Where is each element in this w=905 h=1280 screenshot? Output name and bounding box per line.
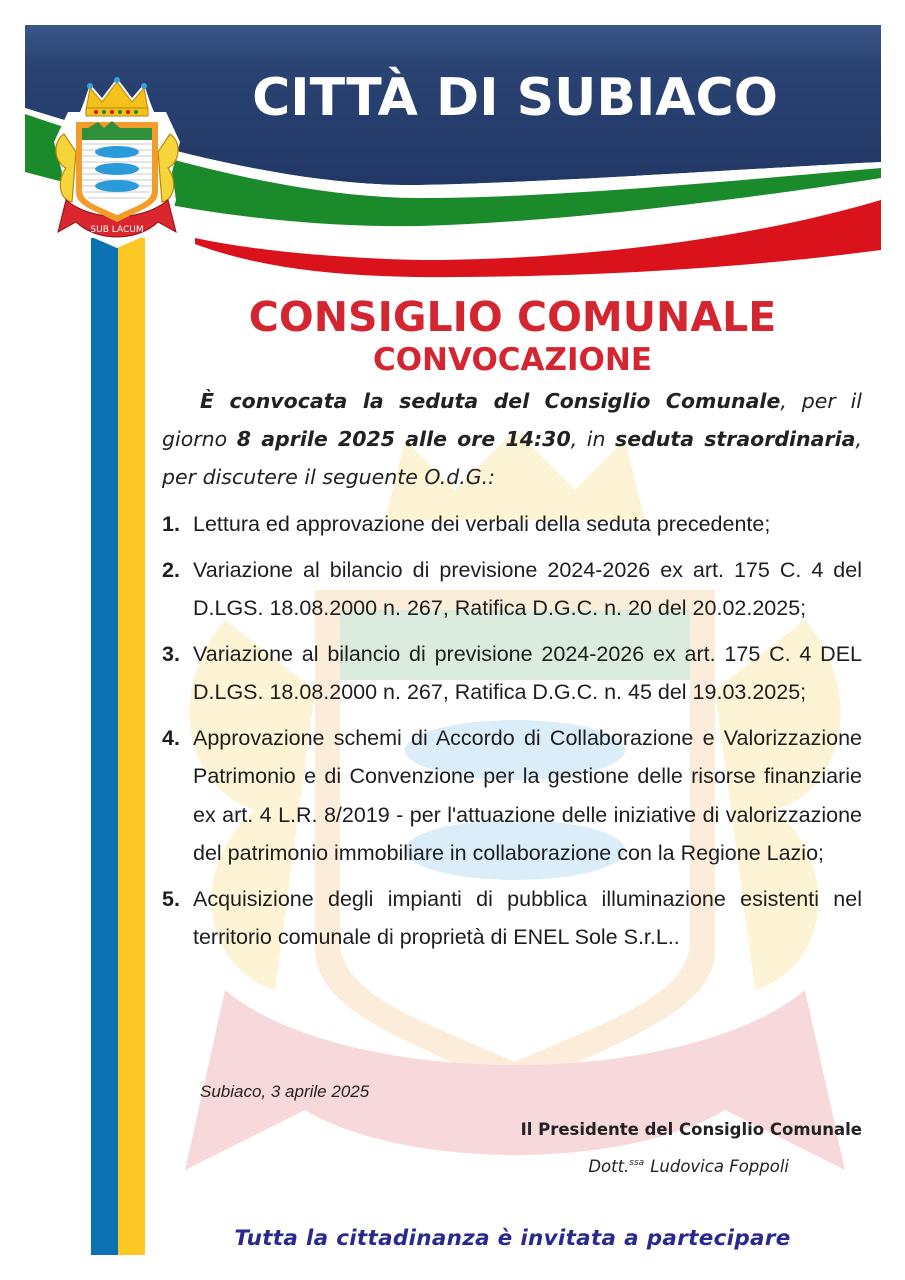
signature-line <box>588 1157 789 1176</box>
yellow-side-stripe <box>118 238 145 1255</box>
coat-of-arms-logo <box>42 72 192 254</box>
intro-session-type: seduta straordinaria <box>615 427 856 451</box>
crest-motto: SUB LACUM <box>90 225 144 235</box>
agenda-item <box>162 505 862 544</box>
agenda-text: Approvazione schemi di Accordo di Collaborazione e Valorizzazione Patrimonio e di Convenzione per la gestione delle risorse finanziarie ex art. 4 L.R. 8/2019 - per l'attuazione delle iniziative di valorizzazione del patrimonio immobiliare in collaborazione con la Regione Lazio; <box>193 725 862 865</box>
place-date: Subiaco, 3 aprile 2025 <box>200 1082 370 1101</box>
agenda-item <box>162 551 862 628</box>
footer-invitation: Tutta la cittadinanza è invitata a partecipare <box>234 1226 791 1251</box>
agenda-text: Acquisizione degli impianti di pubblica illuminazione esistenti nel territorio comunale di proprietà di ENEL Sole S.r.L.. <box>193 886 862 949</box>
signatory-title-sup: ssa <box>629 1158 645 1168</box>
blue-side-stripe <box>91 238 118 1255</box>
intro-part6: , per discutere il seguente O.d.G.: <box>162 427 862 489</box>
city-title: CITTÀ DI SUBIACO <box>252 68 778 128</box>
notice-subheading: CONVOCAZIONE <box>372 342 653 378</box>
agenda-item <box>162 719 862 873</box>
signatory-name: Ludovica Foppoli <box>650 1157 789 1176</box>
agenda-number: 4. <box>162 725 180 750</box>
intro-part4: , in <box>570 427 616 451</box>
agenda-number: 1. <box>162 512 180 536</box>
agenda-number: 5. <box>162 886 180 911</box>
intro-part1: È convocata la seduta del Consiglio Comunale <box>200 389 781 413</box>
agenda-list <box>162 505 862 964</box>
agenda-text: Variazione al bilancio di previsione 2024-2026 ex art. 175 C. 4 del D.LGS. 18.08.2000 n. 267, Ratifica D.G.C. n. 20 del 20.02.2025; <box>193 557 862 620</box>
intro-part2: , per il giorno <box>162 389 862 451</box>
agenda-item <box>162 880 862 957</box>
agenda-item <box>162 635 862 712</box>
signatory-role: Il Presidente del Consiglio Comunale <box>520 1120 862 1139</box>
notice-heading: CONSIGLIO COMUNALE <box>248 293 777 341</box>
signatory-title: Dott. <box>588 1157 630 1176</box>
agenda-number: 2. <box>162 557 180 582</box>
convocation-intro <box>162 382 862 496</box>
agenda-text: Lettura ed approvazione dei verbali della seduta precedente; <box>193 512 771 536</box>
agenda-number: 3. <box>162 641 180 666</box>
agenda-text: Variazione al bilancio di previsione 2024-2026 ex art. 175 C. 4 DEL D.LGS. 18.08.2000 n. 267, Ratifica D.G.C. n. 45 del 19.03.2025; <box>193 641 862 704</box>
intro-date-time: 8 aprile 2025 alle ore 14:30 <box>236 427 571 451</box>
